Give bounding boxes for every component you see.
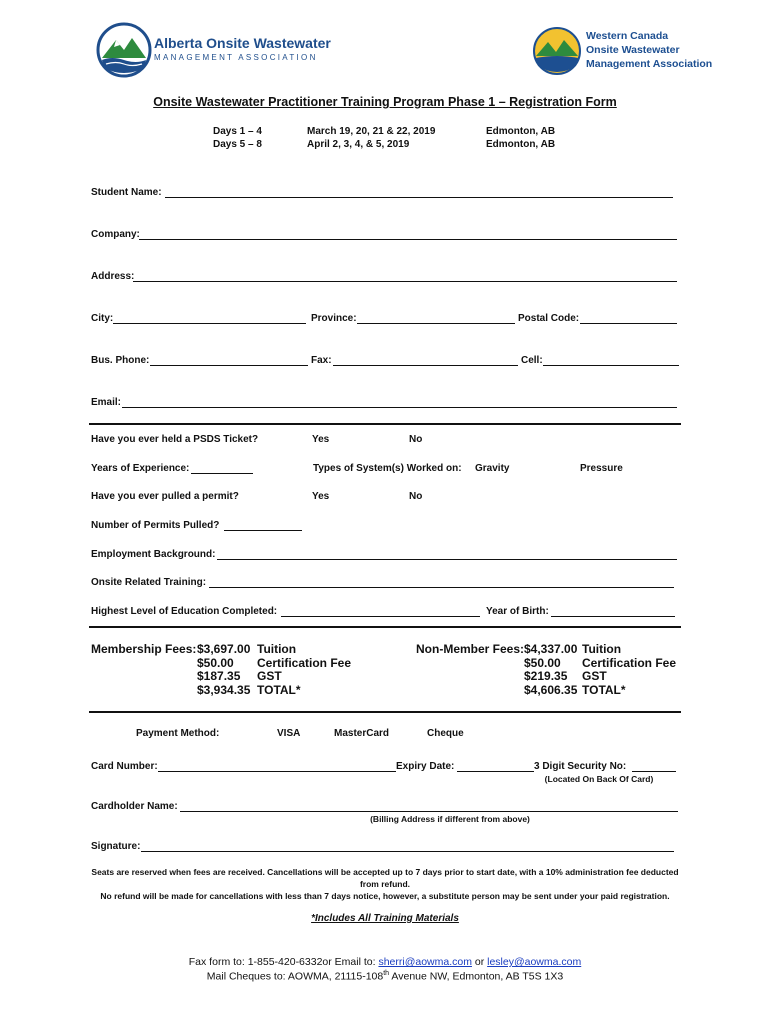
aowma-logo (96, 22, 331, 78)
footer-fax-text: Fax form to: 1-855-420-6332or Email to: (188, 956, 379, 968)
includes-note: *Includes All Training Materials (311, 913, 459, 924)
member-fee-amount: $3,934.35 (197, 683, 251, 697)
footer-or-text: or (471, 956, 488, 968)
aowma-emblem-icon (96, 22, 152, 78)
cell-label: Cell: (521, 355, 543, 366)
company-field[interactable] (139, 239, 677, 240)
num-permits-field[interactable] (224, 530, 302, 531)
schedule-dates-2: April 2, 3, 4, & 5, 2019 (307, 139, 410, 150)
footer-mail-suffix: Avenue NW, Edmonton, AB T5S 1X3 (389, 970, 564, 983)
education-field[interactable] (281, 616, 480, 617)
billing-note: (Billing Address if different from above) (370, 814, 530, 824)
aowma-logo-line1: Alberta Onsite Wastewater (154, 35, 331, 51)
wcowma-logo-line1: Western Canada (586, 30, 669, 42)
cardholder-field[interactable] (180, 811, 678, 812)
psds-yes-option[interactable]: Yes (312, 434, 330, 445)
nonmember-fees-label: Non-Member Fees: (416, 642, 525, 656)
wcowma-logo (532, 26, 713, 82)
schedule-location-2: Edmonton, AB (486, 139, 556, 150)
card-number-field[interactable] (158, 771, 396, 772)
card-number-label: Card Number: (91, 761, 158, 772)
nonmember-fee-desc: Tuition (582, 642, 622, 656)
expiry-label: Expiry Date: (396, 761, 455, 772)
psds-no-option[interactable]: No (409, 434, 423, 445)
section-divider-3 (89, 711, 681, 713)
nonmember-fee-desc: GST (582, 669, 607, 683)
province-field[interactable] (357, 323, 515, 324)
nonmember-fee-amount: $219.35 (524, 669, 568, 683)
city-label: City: (91, 313, 114, 324)
pressure-option[interactable]: Pressure (580, 463, 623, 474)
employment-label: Employment Background: (91, 549, 216, 560)
form-title: Onsite Wastewater Practitioner Training Program Phase 1 – Registration Form (153, 95, 617, 109)
nonmember-fee-amount: $4,606.35 (524, 683, 578, 697)
refund-note: No refund will be made for cancellations with less than 7 days notice, however, a substitute person may be sent under your paid registration. (100, 891, 670, 901)
email-link-lesley[interactable]: lesley@aowma.com (487, 956, 582, 968)
wcowma-logo-line2: Onsite Wastewater (586, 44, 680, 56)
training-label: Onsite Related Training: (91, 577, 207, 588)
footer-mail-prefix: Mail Cheques to: AOWMA, 21115-108 (206, 970, 384, 983)
systems-label: Types of System(s) Worked on: (313, 463, 462, 474)
email-link-sherri[interactable]: sherri@aowma.com (378, 956, 472, 968)
education-label: Highest Level of Education Completed: (91, 606, 278, 617)
email-label: Email: (91, 397, 122, 408)
wcowma-logo-line3: Management Association (586, 58, 713, 70)
postal-code-field[interactable] (580, 323, 677, 324)
birth-field[interactable] (551, 616, 675, 617)
security-field[interactable] (632, 771, 676, 772)
footer-mail-sup: th (383, 970, 390, 977)
member-fees-label: Membership Fees: (91, 642, 197, 656)
nonmember-fee-desc: Certification Fee (582, 656, 677, 670)
cancellation-note: Seats are reserved when fees are received. Cancellations will be accepted up to 7 days prior to start date, with a 10% administration fee deducted from refund. (91, 867, 679, 889)
member-fee-amount: $187.35 (197, 669, 241, 683)
student-name-field[interactable] (165, 197, 673, 198)
schedule-days-2: Days 5 – 8 (213, 139, 262, 150)
expiry-field[interactable] (457, 771, 534, 772)
psds-question: Have you ever held a PSDS Ticket? (91, 434, 259, 445)
bus-phone-field[interactable] (150, 365, 308, 366)
nonmember-fee-amount: $50.00 (524, 656, 561, 670)
num-permits-label: Number of Permits Pulled? (91, 520, 220, 531)
cardholder-label: Cardholder Name: (91, 801, 178, 812)
cheque-option[interactable]: Cheque (427, 728, 464, 739)
visa-option[interactable]: VISA (277, 728, 301, 739)
permit-question: Have you ever pulled a permit? (91, 491, 239, 502)
experience-field[interactable] (191, 473, 253, 474)
cell-field[interactable] (543, 365, 679, 366)
member-fee-amount: $3,697.00 (197, 642, 251, 656)
postal-code-label: Postal Code: (518, 313, 580, 324)
security-label: 3 Digit Security No: (534, 761, 627, 772)
payment-method-label: Payment Method: (136, 728, 220, 739)
footer-fax-line (0, 956, 770, 968)
nonmember-fee-amount: $4,337.00 (524, 642, 578, 656)
student-name-label: Student Name: (91, 187, 162, 198)
member-fee-amount: $50.00 (197, 656, 234, 670)
permit-yes-option[interactable]: Yes (312, 491, 330, 502)
birth-label: Year of Birth: (486, 606, 549, 617)
address-label: Address: (91, 271, 135, 282)
security-note: (Located On Back Of Card) (544, 774, 654, 784)
training-field[interactable] (209, 587, 674, 588)
schedule-days-1: Days 1 – 4 (213, 126, 262, 137)
aowma-logo-line2: MANAGEMENT ASSOCIATION (154, 53, 318, 62)
experience-label: Years of Experience: (91, 463, 190, 474)
signature-label: Signature: (91, 841, 141, 852)
fax-field[interactable] (333, 365, 518, 366)
mastercard-option[interactable]: MasterCard (334, 728, 390, 739)
employment-field[interactable] (217, 559, 677, 560)
schedule-location-1: Edmonton, AB (486, 126, 556, 137)
nonmember-fee-desc: TOTAL* (582, 683, 626, 697)
signature-field[interactable] (141, 851, 674, 852)
member-fee-desc: Certification Fee (257, 656, 352, 670)
section-divider-2 (89, 626, 681, 628)
footer-mail-line (0, 970, 770, 983)
address-field[interactable] (133, 281, 677, 282)
company-label: Company: (91, 229, 140, 240)
section-divider-1 (89, 423, 681, 425)
schedule-dates-1: March 19, 20, 21 & 22, 2019 (307, 126, 436, 137)
city-field[interactable] (113, 323, 306, 324)
email-field[interactable] (122, 407, 677, 408)
member-fee-desc: Tuition (257, 642, 297, 656)
member-fee-desc: TOTAL* (257, 683, 301, 697)
province-label: Province: (311, 313, 357, 324)
member-fee-desc: GST (257, 669, 282, 683)
bus-phone-label: Bus. Phone: (91, 355, 150, 366)
fax-label: Fax: (311, 355, 332, 366)
permit-no-option[interactable]: No (409, 491, 423, 502)
gravity-option[interactable]: Gravity (475, 463, 510, 474)
wcowma-emblem-icon (532, 26, 582, 76)
